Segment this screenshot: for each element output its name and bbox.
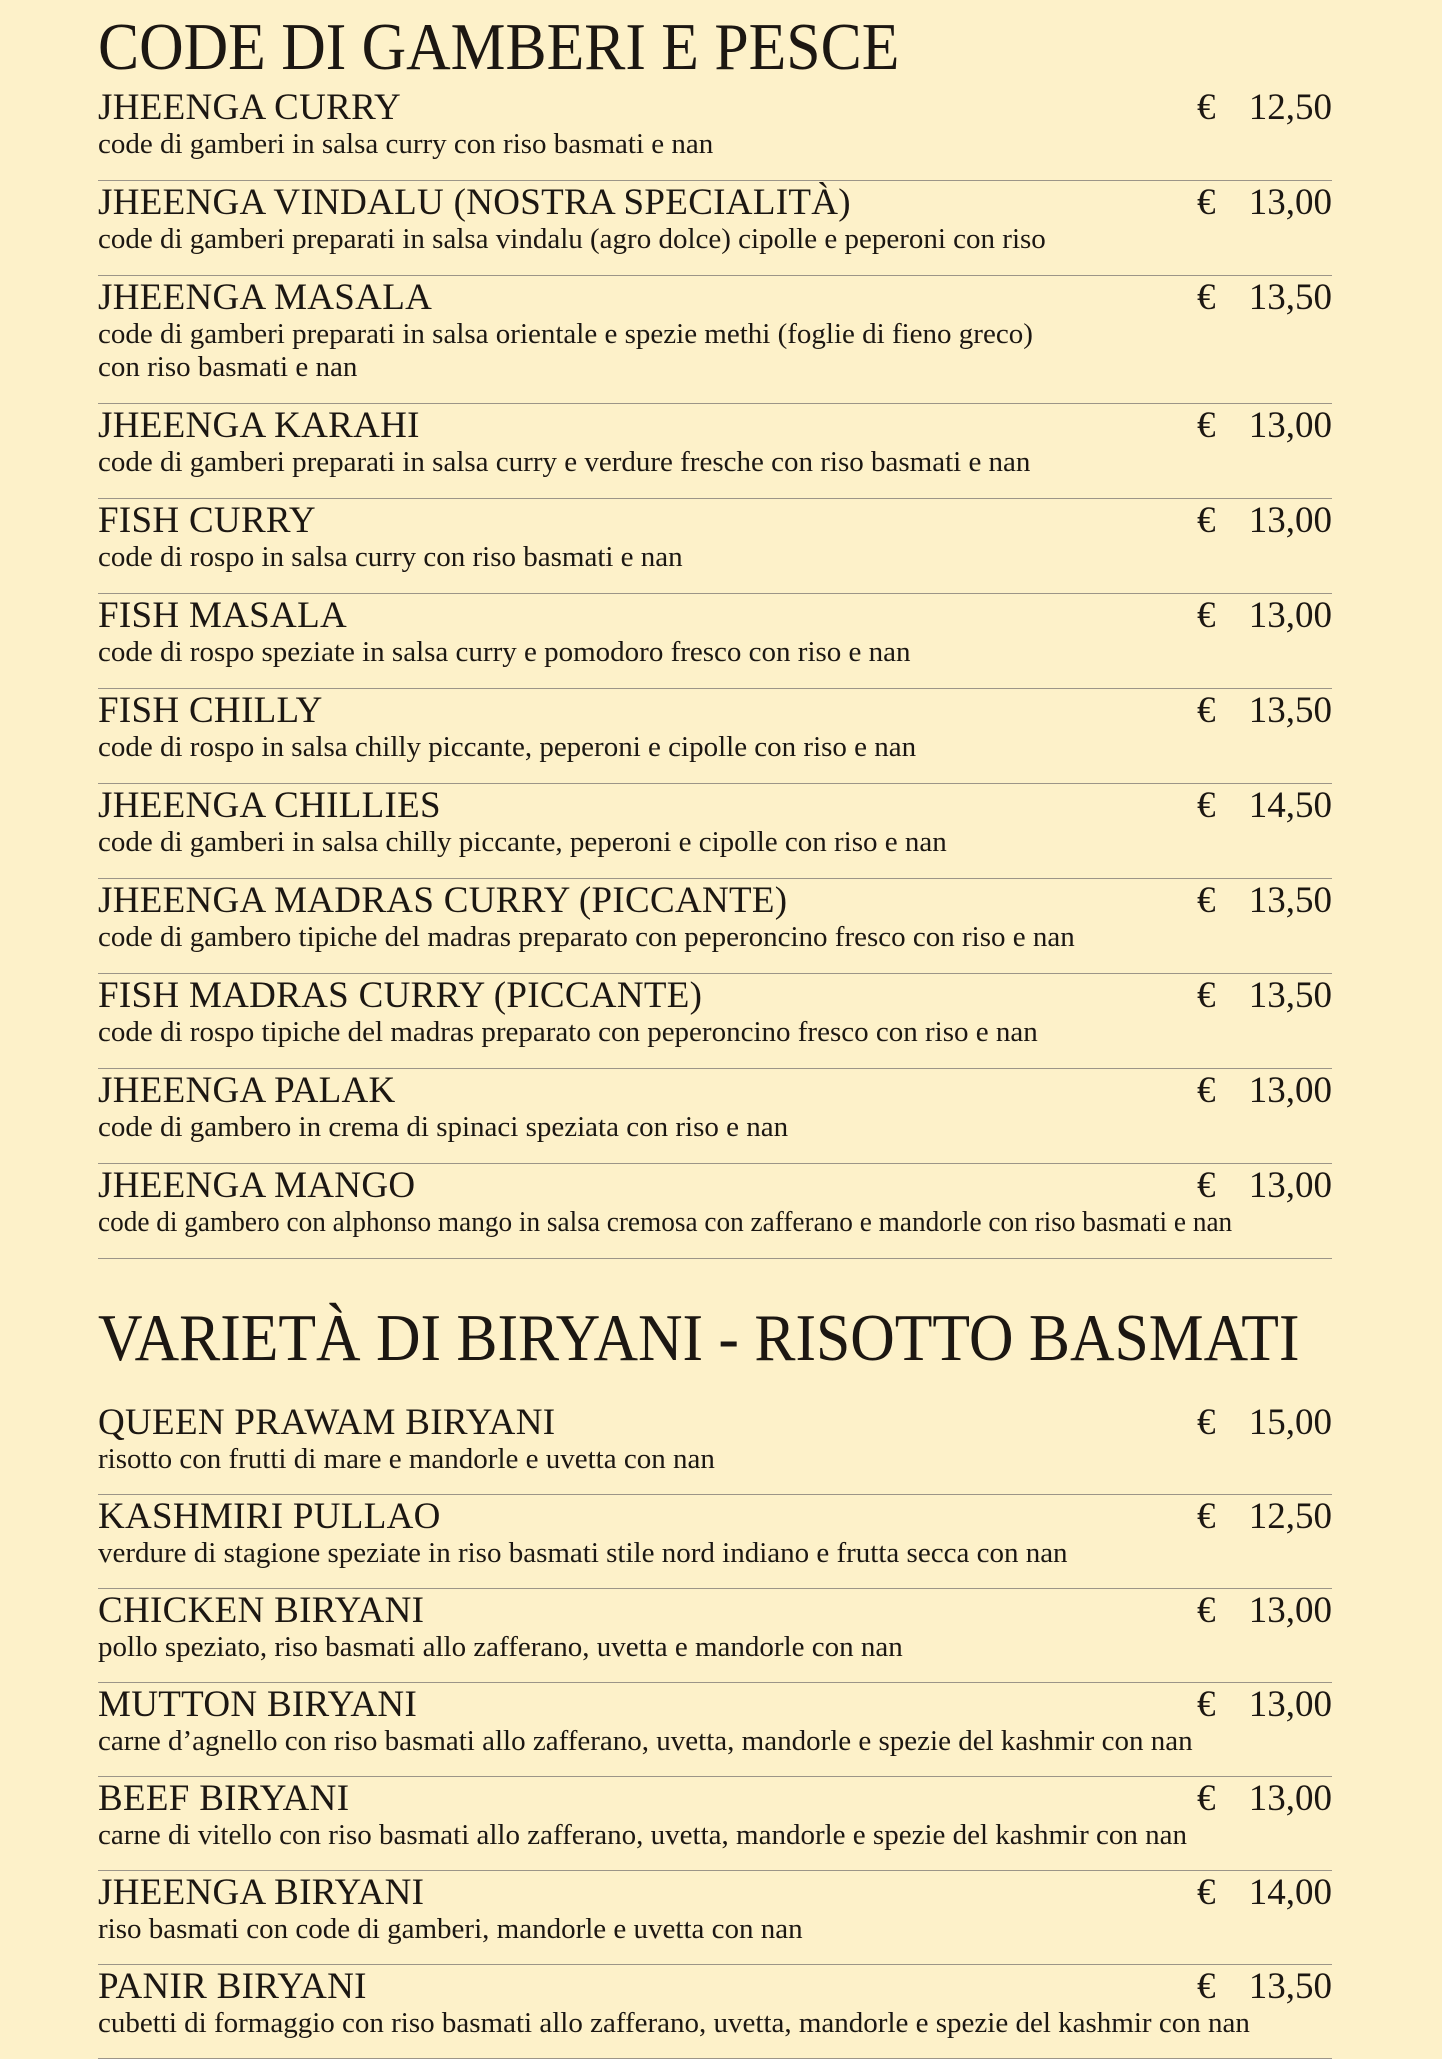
price-value: 13,00 (1248, 1684, 1332, 1725)
item-price (1197, 596, 1332, 636)
item-name: FISH CHILLY (98, 690, 323, 731)
item-description: code di gamberi preparati in salsa orientale e spezie methi (foglie di fieno greco) (98, 318, 1033, 350)
item-price (1197, 1403, 1332, 1443)
item-description: code di gambero in crema di spinaci speziata con riso e nan (98, 1111, 789, 1143)
section-title: VARIETÀ DI BIRYANI - RISOTTO BASMATI (98, 1301, 1300, 1375)
currency-symbol: € (1197, 1402, 1216, 1443)
item-price (1197, 1779, 1332, 1819)
item-price (1197, 406, 1332, 446)
menu-item (98, 1965, 1332, 2059)
item-price (1197, 1497, 1332, 1537)
menu-item (98, 404, 1332, 499)
item-price (1197, 1071, 1332, 1111)
item-description: carne d’agnello con riso basmati allo zafferano, uvetta, mandorle e spezie del kashmir con nan (98, 1725, 1193, 1757)
item-name: JHEENGA KARAHI (98, 405, 420, 446)
currency-symbol: € (1197, 880, 1216, 921)
currency-symbol: € (1197, 1778, 1216, 1819)
item-price (1197, 88, 1332, 128)
menu-item (98, 1871, 1332, 1965)
item-price (1197, 1685, 1332, 1725)
section-title: CODE DI GAMBERI E PESCE (98, 10, 900, 84)
item-name: JHEENGA MADRAS CURRY (PICCANTE) (98, 880, 788, 921)
price-value: 15,00 (1248, 1402, 1332, 1443)
currency-symbol: € (1197, 277, 1216, 318)
item-name: BEEF BIRYANI (98, 1778, 350, 1819)
price-value: 13,00 (1248, 500, 1332, 541)
item-name: CHICKEN BIRYANI (98, 1590, 425, 1631)
menu-list-biryani (98, 1401, 1332, 2059)
currency-symbol: € (1197, 1070, 1216, 1111)
item-price (1197, 278, 1332, 318)
item-price (1197, 786, 1332, 826)
menu-item (98, 1589, 1332, 1683)
item-name: MUTTON BIRYANI (98, 1684, 418, 1725)
item-price (1197, 183, 1332, 223)
item-description: code di gamberi in salsa chilly piccante, peperoni e cipolle con riso e nan (98, 826, 947, 858)
menu-item (98, 784, 1332, 879)
item-name: KASHMIRI PULLAO (98, 1496, 441, 1537)
menu-item (98, 276, 1332, 404)
item-price (1197, 1591, 1332, 1631)
currency-symbol: € (1197, 785, 1216, 826)
menu-item (98, 1401, 1332, 1495)
item-name: FISH MADRAS CURRY (PICCANTE) (98, 975, 703, 1016)
price-value: 13,00 (1248, 1165, 1332, 1206)
menu-item (98, 974, 1332, 1069)
price-value: 13,00 (1248, 1590, 1332, 1631)
item-name: JHEENGA PALAK (98, 1070, 396, 1111)
item-description: riso basmati con code di gamberi, mandorle e uvetta con nan (98, 1913, 803, 1945)
price-value: 13,50 (1248, 975, 1332, 1016)
item-description: carne di vitello con riso basmati allo zafferano, uvetta, mandorle e spezie del kashmir con nan (98, 1819, 1187, 1851)
menu-item (98, 594, 1332, 689)
item-description: pollo speziato, riso basmati allo zafferano, uvetta e mandorle con nan (98, 1631, 903, 1663)
item-price (1197, 881, 1332, 921)
currency-symbol: € (1197, 1684, 1216, 1725)
item-price (1197, 1166, 1332, 1206)
price-value: 13,50 (1248, 690, 1332, 731)
item-name: QUEEN PRAWAM BIRYANI (98, 1402, 556, 1443)
price-value: 12,50 (1248, 87, 1332, 128)
item-name: FISH MASALA (98, 595, 347, 636)
item-name: JHEENGA MANGO (98, 1165, 416, 1206)
price-value: 13,50 (1248, 1966, 1332, 2007)
menu-item (98, 1069, 1332, 1164)
item-price (1197, 501, 1332, 541)
item-name: JHEENGA MASALA (98, 277, 433, 318)
currency-symbol: € (1197, 595, 1216, 636)
item-name: FISH CURRY (98, 500, 316, 541)
price-value: 13,50 (1248, 880, 1332, 921)
item-description: risotto con frutti di mare e mandorle e uvetta con nan (98, 1443, 715, 1475)
menu-item (98, 1777, 1332, 1871)
item-description: code di gambero con alphonso mango in salsa cremosa con zafferano e mandorle con riso basmati e nan (98, 1206, 1233, 1238)
currency-symbol: € (1197, 182, 1216, 223)
currency-symbol: € (1197, 690, 1216, 731)
item-description: code di rospo speziate in salsa curry e pomodoro fresco con riso e nan (98, 636, 911, 668)
price-value: 14,50 (1248, 785, 1332, 826)
item-price (1197, 976, 1332, 1016)
item-description: code di rospo in salsa curry con riso basmati e nan (98, 541, 683, 573)
item-name: JHEENGA VINDALU (NOSTRA SPECIALITÀ) (98, 182, 851, 223)
menu-item (98, 1164, 1332, 1259)
price-value: 14,00 (1248, 1872, 1332, 1913)
currency-symbol: € (1197, 1872, 1216, 1913)
price-value: 13,00 (1248, 1778, 1332, 1819)
menu-item (98, 879, 1332, 974)
item-description: code di rospo tipiche del madras preparato con peperoncino fresco con riso e nan (98, 1016, 1038, 1048)
item-description: code di rospo in salsa chilly piccante, peperoni e cipolle con riso e nan (98, 731, 917, 763)
currency-symbol: € (1197, 1590, 1216, 1631)
menu-item (98, 689, 1332, 784)
item-description-continued: con riso basmati e nan (98, 351, 358, 383)
price-value: 13,00 (1248, 595, 1332, 636)
item-price (1197, 691, 1332, 731)
menu-list-seafood (98, 86, 1332, 1259)
menu-item (98, 181, 1332, 276)
item-description: verdure di stagione speziate in riso basmati stile nord indiano e frutta secca con nan (98, 1537, 1068, 1569)
item-description: code di gamberi preparati in salsa curry e verdure fresche con riso basmati e nan (98, 446, 1031, 478)
item-price (1197, 1967, 1332, 2007)
currency-symbol: € (1197, 1496, 1216, 1537)
price-value: 12,50 (1248, 1496, 1332, 1537)
menu-item (98, 499, 1332, 594)
currency-symbol: € (1197, 405, 1216, 446)
item-name: PANIR BIRYANI (98, 1966, 367, 2007)
currency-symbol: € (1197, 1165, 1216, 1206)
currency-symbol: € (1197, 1966, 1216, 2007)
price-value: 13,00 (1248, 182, 1332, 223)
menu-item (98, 1683, 1332, 1777)
price-value: 13,50 (1248, 277, 1332, 318)
currency-symbol: € (1197, 975, 1216, 1016)
item-description: code di gambero tipiche del madras preparato con peperoncino fresco con riso e nan (98, 921, 1075, 953)
price-value: 13,00 (1248, 405, 1332, 446)
price-value: 13,00 (1248, 1070, 1332, 1111)
item-price (1197, 1873, 1332, 1913)
menu-item (98, 86, 1332, 181)
item-description: code di gamberi in salsa curry con riso basmati e nan (98, 128, 714, 160)
currency-symbol: € (1197, 500, 1216, 541)
currency-symbol: € (1197, 87, 1216, 128)
item-name: JHEENGA CHILLIES (98, 785, 441, 826)
item-description: code di gamberi preparati in salsa vindalu (agro dolce) cipolle e peperoni con riso (98, 223, 1046, 255)
menu-item (98, 1495, 1332, 1589)
item-name: JHEENGA CURRY (98, 87, 402, 128)
item-description: cubetti di formaggio con riso basmati allo zafferano, uvetta, mandorle e spezie del kashmir con nan (98, 2007, 1250, 2039)
item-name: JHEENGA BIRYANI (98, 1872, 425, 1913)
